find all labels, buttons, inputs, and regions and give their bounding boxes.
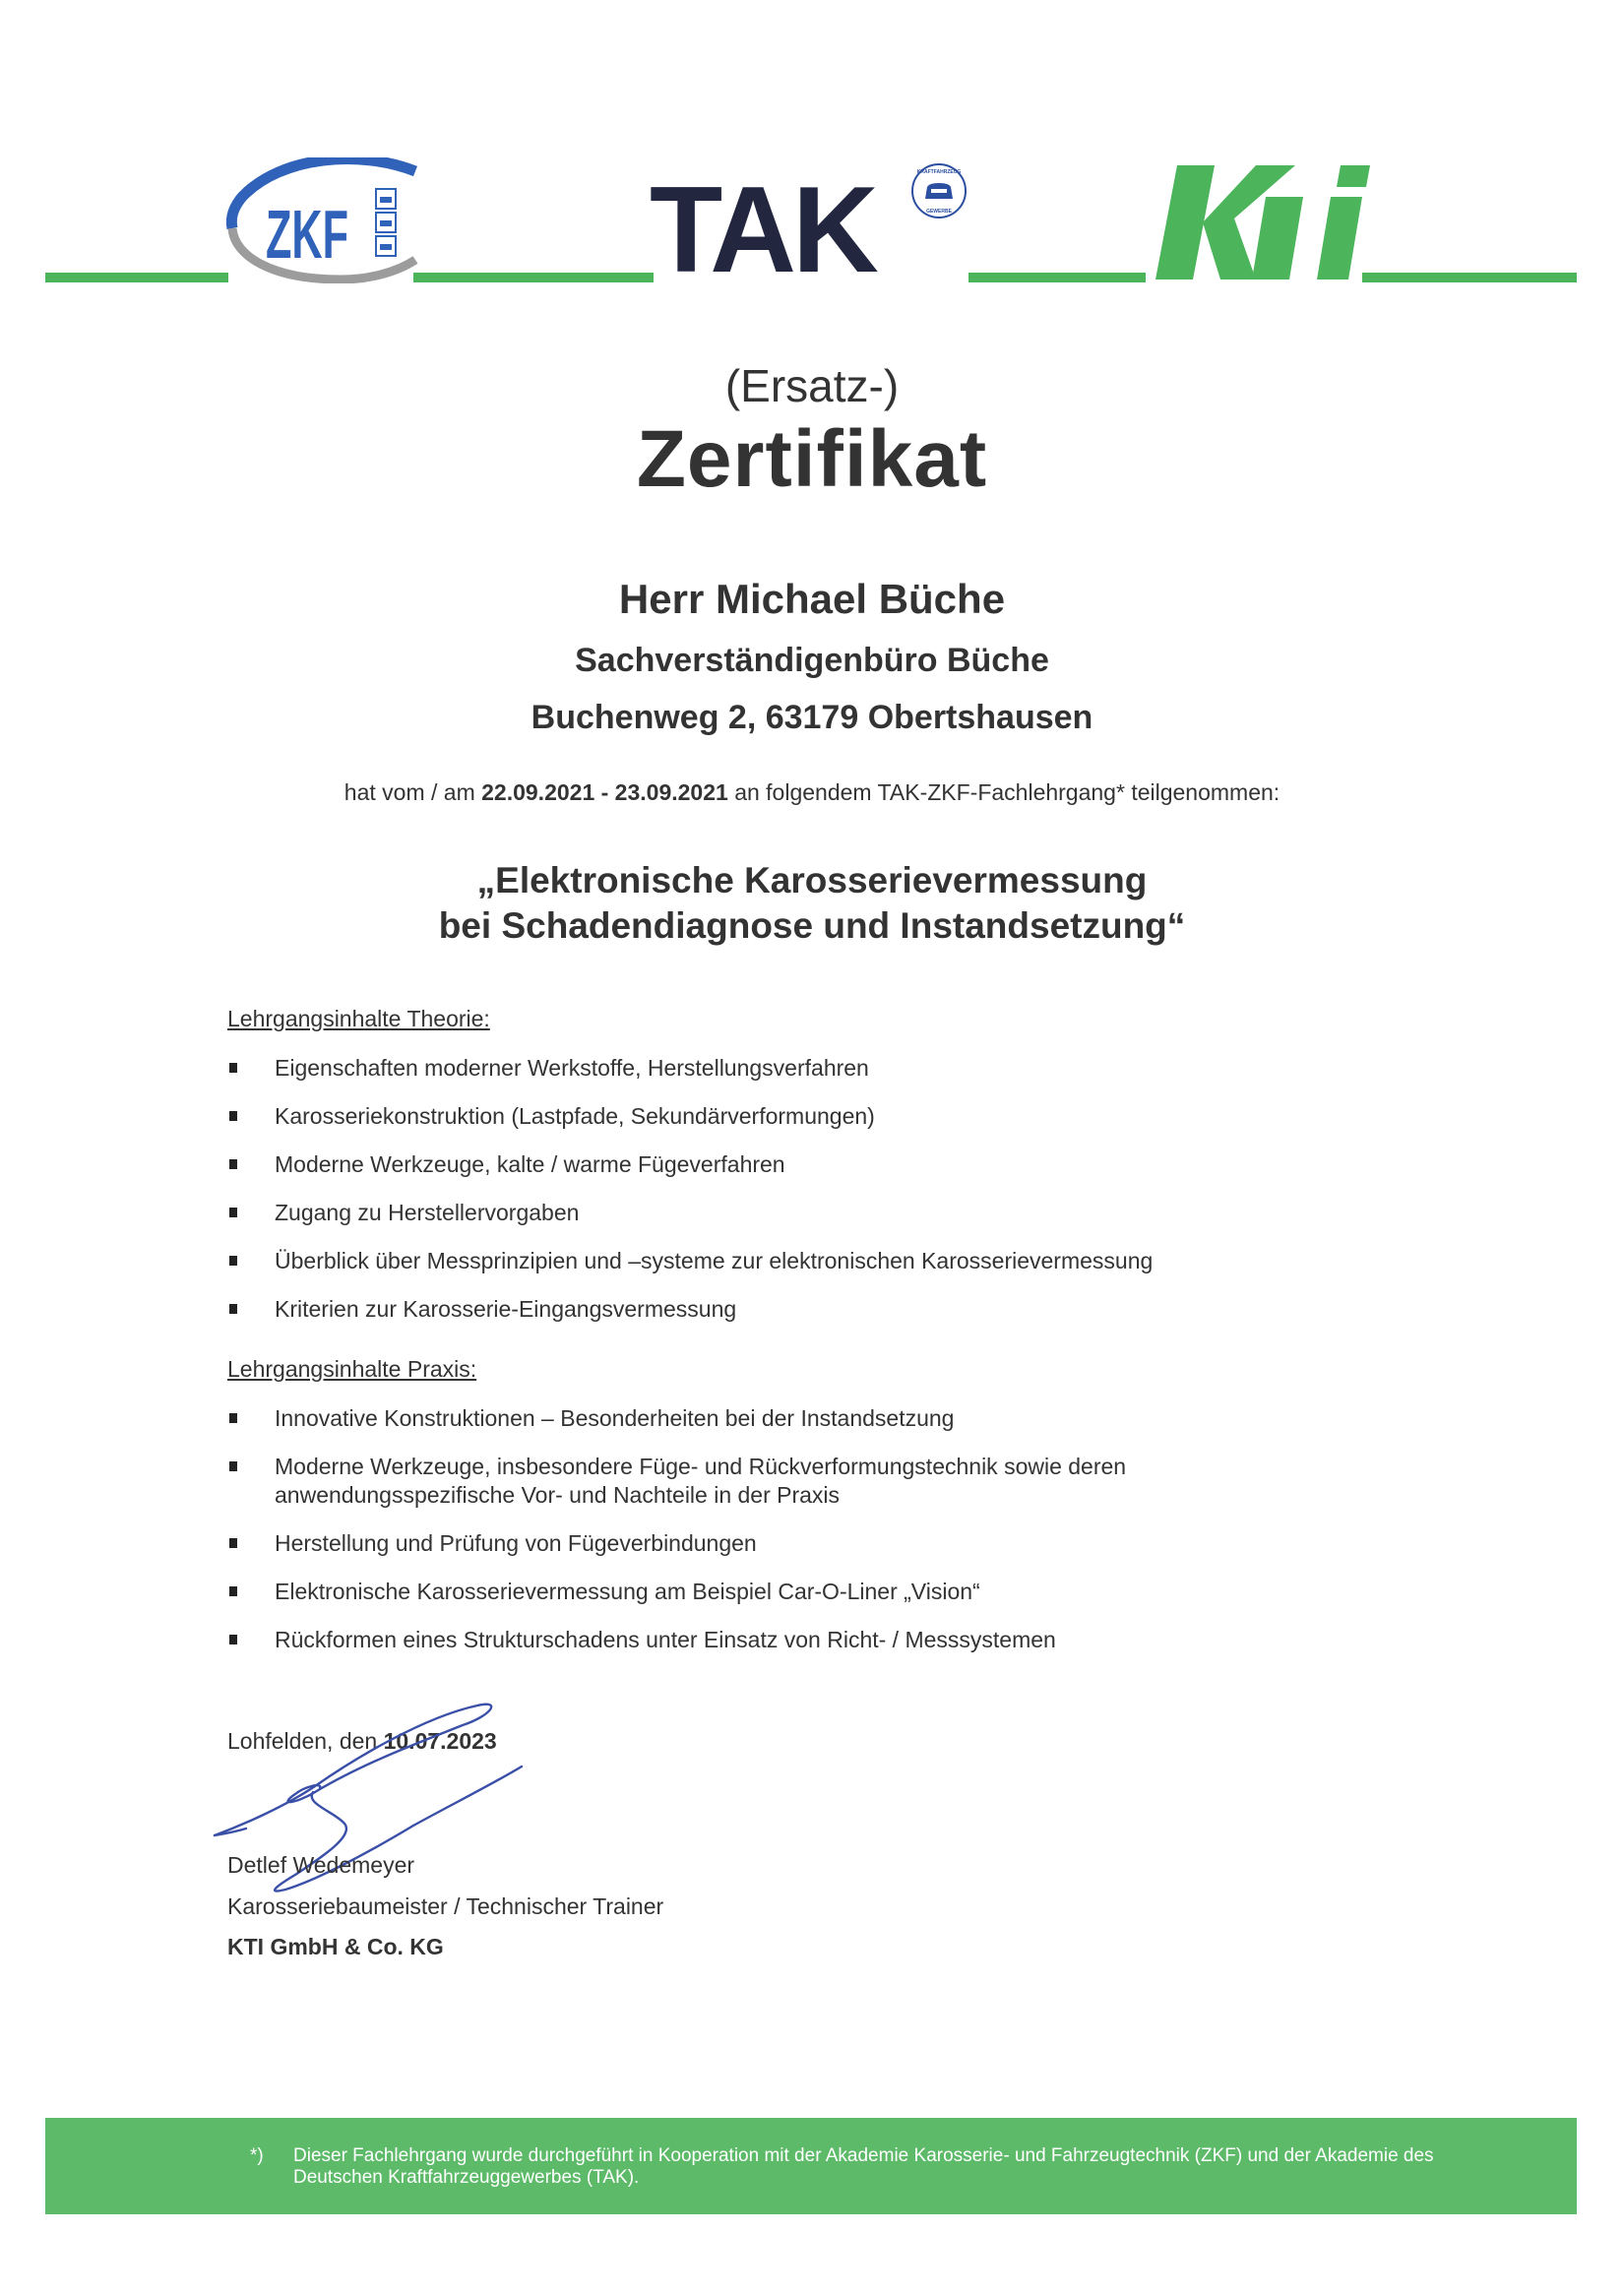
list-item-text: Überblick über Messprinzipien und –systeme zur elektronischen Karosserievermessung bbox=[275, 1248, 1154, 1273]
bullet-icon bbox=[229, 1063, 237, 1073]
bullet-icon bbox=[229, 1304, 237, 1314]
svg-text:ZKF: ZKF bbox=[266, 196, 348, 273]
bullet-icon bbox=[229, 1208, 237, 1217]
participation-prefix: hat vom / am bbox=[344, 779, 475, 805]
participation-suffix: an folgendem TAK-ZKF-Fachlehrgang* teilgenommen: bbox=[734, 779, 1280, 805]
recipient-name: Herr Michael Büche bbox=[618, 576, 1006, 622]
footnote-marker: *) bbox=[250, 2145, 264, 2166]
zkf-logo-icon bbox=[222, 157, 419, 283]
list-item bbox=[227, 1453, 1219, 1510]
bullet-icon bbox=[229, 1461, 237, 1471]
course-title-line-1: „Elektronische Karosserievermessung bbox=[476, 860, 1148, 900]
course-title-line-2: bei Schadendiagnose und Instandsetzung“ bbox=[438, 905, 1186, 946]
recipient-company: Sachverständigenbüro Büche bbox=[575, 642, 1049, 679]
theory-list bbox=[227, 1054, 1153, 1343]
list-item-text: Karosseriekonstruktion (Lastpfade, Sekundärverformungen) bbox=[275, 1103, 875, 1129]
footnote-text: Dieser Fachlehrgang wurde durchgeführt in Kooperation mit der Akademie Karosserie- und Fahrzeugtechnik (ZKF) und der Akademie des Deutschen Kraftfahrzeuggewerbes (TAK). bbox=[293, 2145, 1434, 2188]
signer-company: KTI GmbH & Co. KG bbox=[227, 1934, 444, 1959]
header-rule-kti-left bbox=[968, 273, 1146, 282]
participation-statement bbox=[0, 779, 1624, 806]
list-item bbox=[227, 1529, 1219, 1558]
certificate-subtitle: (Ersatz-) bbox=[724, 360, 900, 411]
bullet-icon bbox=[229, 1159, 237, 1169]
theory-heading: Lehrgangsinhalte Theorie: bbox=[227, 1006, 490, 1031]
list-item-text: Eigenschaften moderner Werkstoffe, Herstellungsverfahren bbox=[275, 1055, 869, 1081]
list-item bbox=[227, 1578, 1219, 1606]
list-item-text: Zugang zu Herstellervorgaben bbox=[275, 1200, 580, 1225]
list-item bbox=[227, 1054, 1153, 1083]
signing-place: Lohfelden, den bbox=[227, 1728, 378, 1754]
svg-text:KRAFTFAHRZEUG: KRAFTFAHRZEUG bbox=[916, 169, 962, 175]
list-item bbox=[227, 1404, 1219, 1433]
footer-note-band bbox=[45, 2118, 1577, 2214]
bullet-icon bbox=[229, 1413, 237, 1423]
header-rule-right bbox=[1362, 273, 1577, 282]
list-item-text: Herstellung und Prüfung von Fügeverbindungen bbox=[275, 1530, 757, 1556]
list-item bbox=[227, 1150, 1153, 1179]
list-item bbox=[227, 1295, 1153, 1324]
list-item-text: Rückformen eines Strukturschadens unter Einsatz von Richt- / Messsystemen bbox=[275, 1627, 1056, 1652]
list-item bbox=[227, 1626, 1219, 1654]
list-item-text: Kriterien zur Karosserie-Eingangsvermessung bbox=[275, 1296, 737, 1322]
tak-logo: TAK bbox=[650, 162, 875, 298]
svg-text:GEWERBE: GEWERBE bbox=[926, 209, 952, 215]
certificate-title: Zertifikat bbox=[636, 414, 988, 504]
list-item bbox=[227, 1199, 1153, 1227]
praxis-heading: Lehrgangsinhalte Praxis: bbox=[227, 1356, 477, 1382]
course-dates: 22.09.2021 - 23.09.2021 bbox=[481, 779, 728, 805]
bullet-icon bbox=[229, 1538, 237, 1548]
kti-logo-icon bbox=[1138, 157, 1394, 285]
bullet-icon bbox=[229, 1635, 237, 1644]
list-item-text: Innovative Konstruktionen – Besonderheiten bei der Instandsetzung bbox=[275, 1405, 955, 1431]
list-item bbox=[227, 1247, 1153, 1275]
signer-name: Detlef Wedemeyer bbox=[227, 1852, 415, 1878]
signing-date: 10.07.2023 bbox=[383, 1728, 497, 1754]
recipient-address: Buchenweg 2, 63179 Obertshausen bbox=[531, 699, 1093, 736]
list-item bbox=[227, 1102, 1153, 1131]
list-item-text: Elektronische Karosserievermessung am Beispiel Car-O-Liner „Vision“ bbox=[275, 1579, 980, 1604]
list-item-text: Moderne Werkzeuge, insbesondere Füge- und Rückverformungstechnik sowie deren anwendungsspezifische Vor- und Nachteile in der Praxis bbox=[275, 1454, 1127, 1508]
bullet-icon bbox=[229, 1111, 237, 1121]
course-title bbox=[0, 858, 1624, 949]
praxis-list bbox=[227, 1404, 1219, 1674]
kraftfahrzeug-gewerbe-seal-icon bbox=[909, 161, 968, 220]
bullet-icon bbox=[229, 1586, 237, 1596]
header-rule-mid bbox=[413, 273, 654, 282]
bullet-icon bbox=[229, 1256, 237, 1266]
list-item-text: Moderne Werkzeuge, kalte / warme Fügeverfahren bbox=[275, 1151, 785, 1177]
header-rule-left bbox=[45, 273, 228, 282]
signer-role: Karosseriebaumeister / Technischer Trainer bbox=[227, 1893, 664, 1919]
